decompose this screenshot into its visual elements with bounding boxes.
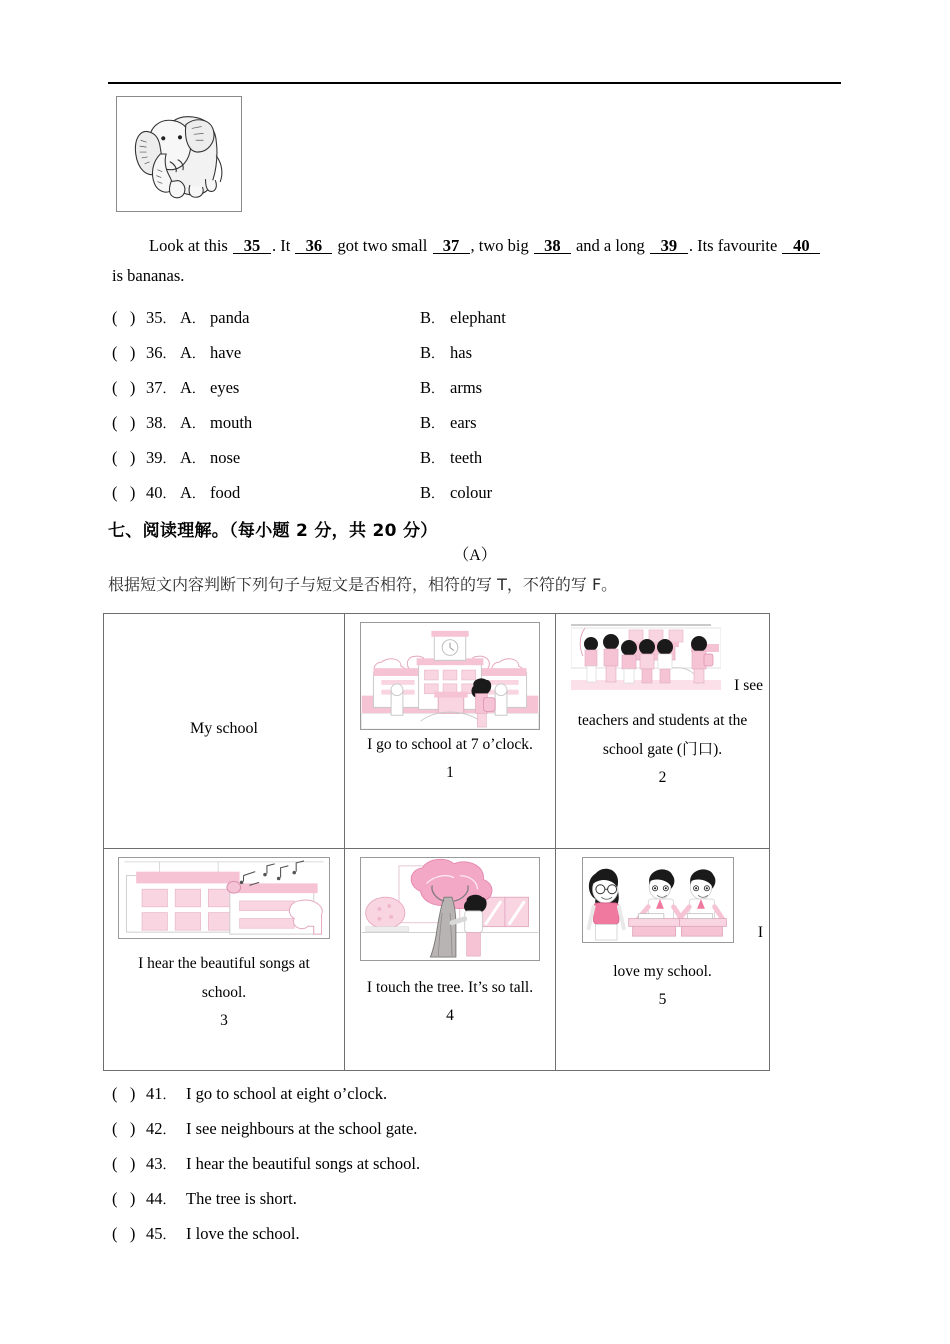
elephant-icon bbox=[117, 97, 241, 211]
answer-bracket-38[interactable]: ( ) bbox=[112, 412, 136, 432]
choice-label-b-35: B． bbox=[420, 307, 445, 327]
table-row bbox=[104, 849, 770, 1071]
cloze-paragraph bbox=[112, 228, 842, 264]
story-number-2: 2 bbox=[658, 769, 667, 786]
cloze-blank-40[interactable]: 40 bbox=[782, 238, 820, 254]
choice-option-a-40[interactable]: food bbox=[210, 482, 241, 502]
tf-text-45: I love the school. bbox=[186, 1223, 300, 1243]
choice-label-b-37: B． bbox=[420, 377, 445, 397]
answer-bracket-35[interactable]: ( ) bbox=[112, 307, 136, 327]
choice-number-37: 37． bbox=[146, 377, 176, 397]
tf-row-44[interactable] bbox=[112, 1181, 712, 1216]
choice-option-a-35[interactable]: panda bbox=[210, 307, 250, 327]
answer-bracket-45[interactable]: ( ) bbox=[112, 1223, 136, 1243]
section-sublabel: （A） bbox=[453, 547, 497, 564]
story-cell-5 bbox=[556, 849, 770, 1071]
story-caption-3-line1: I hear the beautiful songs at bbox=[138, 955, 310, 972]
cloze-blank-37[interactable]: 37 bbox=[433, 238, 470, 254]
school-music-building-icon bbox=[118, 857, 330, 939]
tf-number-41: 41． bbox=[146, 1083, 176, 1103]
true-false-list bbox=[112, 1076, 712, 1251]
choice-number-39: 39． bbox=[146, 447, 176, 467]
cloze-text-2: got two small bbox=[333, 236, 432, 255]
choice-option-a-37[interactable]: eyes bbox=[210, 377, 240, 397]
story-caption-2-lead: I see bbox=[734, 677, 763, 694]
answer-bracket-36[interactable]: ( ) bbox=[112, 342, 136, 362]
tf-row-42[interactable] bbox=[112, 1111, 712, 1146]
story-cell-1 bbox=[345, 614, 556, 849]
tf-text-44: The tree is short. bbox=[186, 1188, 297, 1208]
story-number-3: 3 bbox=[220, 1012, 228, 1029]
choice-option-a-39[interactable]: nose bbox=[210, 447, 241, 467]
answer-bracket-43[interactable]: ( ) bbox=[112, 1153, 136, 1173]
choice-option-b-37[interactable]: arms bbox=[450, 377, 483, 397]
story-cell-title bbox=[104, 614, 345, 849]
elephant-picture-box bbox=[116, 96, 242, 212]
classroom-teacher-students-icon bbox=[582, 857, 734, 943]
cloze-blank-35[interactable]: 35 bbox=[233, 238, 271, 254]
cloze-text-4: and a long bbox=[571, 236, 649, 255]
choice-label-b-36: B． bbox=[420, 342, 445, 362]
cloze-text-0: Look at this bbox=[149, 236, 232, 255]
answer-bracket-44[interactable]: ( ) bbox=[112, 1188, 136, 1208]
tf-row-41[interactable] bbox=[112, 1076, 712, 1111]
answer-bracket-39[interactable]: ( ) bbox=[112, 447, 136, 467]
tf-text-42: I see neighbours at the school gate. bbox=[186, 1118, 418, 1138]
story-caption-3-line2: school. bbox=[201, 984, 247, 1001]
choice-row-37[interactable] bbox=[112, 370, 672, 405]
header-rule bbox=[108, 82, 841, 84]
choice-option-a-36[interactable]: have bbox=[210, 342, 242, 362]
choice-number-40: 40． bbox=[146, 482, 176, 502]
choice-row-38[interactable] bbox=[112, 405, 672, 440]
tf-row-43[interactable] bbox=[112, 1146, 712, 1181]
tf-number-45: 45． bbox=[146, 1223, 176, 1243]
story-caption-2-line2: teachers and students at the bbox=[577, 712, 748, 729]
story-caption-2-line3: school gate (门口). bbox=[602, 741, 723, 758]
choice-label-b-40: B． bbox=[420, 482, 445, 502]
choice-number-35: 35． bbox=[146, 307, 176, 327]
school-gate-crowd-icon bbox=[571, 622, 721, 696]
tf-number-42: 42． bbox=[146, 1118, 176, 1138]
answer-bracket-40[interactable]: ( ) bbox=[112, 482, 136, 502]
tf-text-41: I go to school at eight o’clock. bbox=[186, 1083, 388, 1103]
story-caption-5-lead: I bbox=[757, 924, 763, 941]
choice-number-36: 36． bbox=[146, 342, 176, 362]
cloze-text-3: , two big bbox=[470, 236, 533, 255]
choice-row-39[interactable] bbox=[112, 440, 672, 475]
choice-row-40[interactable] bbox=[112, 475, 672, 510]
choice-label-a-39: A． bbox=[180, 447, 205, 467]
choice-label-a-35: A． bbox=[180, 307, 205, 327]
choice-option-a-38[interactable]: mouth bbox=[210, 412, 253, 432]
story-title-text: My school bbox=[190, 720, 258, 737]
answer-bracket-37[interactable]: ( ) bbox=[112, 377, 136, 397]
answer-bracket-41[interactable]: ( ) bbox=[112, 1083, 136, 1103]
picture-story-table bbox=[103, 613, 770, 1071]
choice-row-36[interactable] bbox=[112, 335, 672, 370]
story-cell-2 bbox=[556, 614, 770, 849]
boy-touching-tree-icon bbox=[360, 857, 540, 961]
cloze-text-5: . Its favourite bbox=[688, 236, 782, 255]
choice-label-a-37: A． bbox=[180, 377, 205, 397]
cloze-blank-38[interactable]: 38 bbox=[534, 238, 571, 254]
tf-text-43: I hear the beautiful songs at school. bbox=[186, 1153, 421, 1173]
section-heading: 七、阅读理解。（每小题 2 分，共 20 分） bbox=[108, 521, 438, 541]
table-row bbox=[104, 614, 770, 849]
tf-number-44: 44． bbox=[146, 1188, 176, 1208]
choice-option-b-35[interactable]: elephant bbox=[450, 307, 506, 327]
section-instruction: 根据短文内容判断下列句子与短文是否相符，相符的写 T，不符的写 F。 bbox=[108, 575, 618, 594]
tf-number-43: 43． bbox=[146, 1153, 176, 1173]
choice-label-a-38: A． bbox=[180, 412, 205, 432]
choices-list bbox=[112, 300, 672, 510]
cloze-blank-36[interactable]: 36 bbox=[295, 238, 332, 254]
story-caption-1: I go to school at 7 o’clock. bbox=[367, 736, 533, 753]
choice-option-b-40[interactable]: colour bbox=[450, 482, 493, 502]
story-number-4: 4 bbox=[446, 1007, 454, 1024]
tf-row-45[interactable] bbox=[112, 1216, 712, 1251]
choice-option-b-36[interactable]: has bbox=[450, 342, 472, 362]
choice-label-b-38: B． bbox=[420, 412, 445, 432]
story-number-5: 5 bbox=[658, 991, 667, 1008]
answer-bracket-42[interactable]: ( ) bbox=[112, 1118, 136, 1138]
story-number-1: 1 bbox=[446, 764, 454, 781]
cloze-blank-39[interactable]: 39 bbox=[650, 238, 688, 254]
choice-label-b-39: B． bbox=[420, 447, 445, 467]
school-building-icon bbox=[360, 622, 540, 730]
choice-label-a-40: A． bbox=[180, 482, 205, 502]
story-cell-4 bbox=[345, 849, 556, 1071]
story-caption-5-line2: love my school. bbox=[613, 963, 712, 980]
story-cell-3 bbox=[104, 849, 345, 1071]
choice-option-b-38[interactable]: ears bbox=[450, 412, 477, 432]
choice-row-35[interactable] bbox=[112, 300, 672, 335]
choice-option-b-39[interactable]: teeth bbox=[450, 447, 483, 467]
choice-number-38: 38． bbox=[146, 412, 176, 432]
choice-label-a-36: A． bbox=[180, 342, 205, 362]
cloze-second-line: is bananas. bbox=[112, 266, 185, 285]
story-caption-4: I touch the tree. It’s so tall. bbox=[366, 979, 534, 996]
cloze-text-1: . It bbox=[271, 236, 295, 255]
